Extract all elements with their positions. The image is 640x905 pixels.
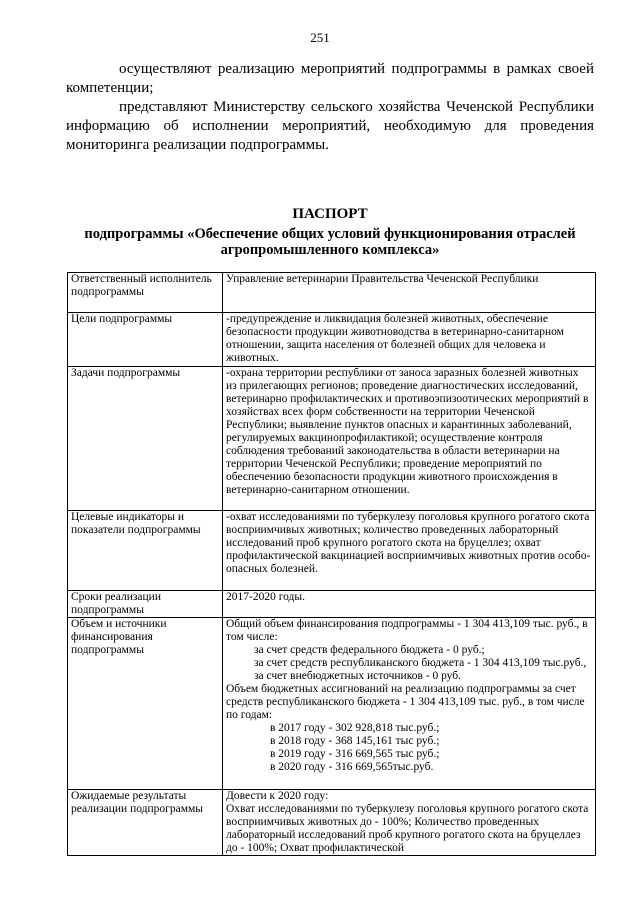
funding-year: в 2017 году - 302 928,818 тыс.руб.; bbox=[270, 722, 440, 734]
row-value: -предупреждение и ликвидация болезней животных, обеспечение безопасности продукции животноводства в ветеринарно-санитарном отношении, защита населения от болезней общих для человека и животных. bbox=[223, 313, 596, 367]
passport-table bbox=[67, 272, 596, 856]
document-subtitle: подпрограммы «Обеспечение общих условий функционирования отраслей агропромышленного комплекса» bbox=[84, 226, 576, 258]
intro-text bbox=[66, 60, 594, 155]
funding-year: в 2020 году - 316 669,565тыс.руб. bbox=[270, 761, 434, 773]
row-label: Цели подпрограммы bbox=[68, 313, 223, 367]
row-value: -охрана территории республики от заноса заразных болезней животных из прилегающих регионов; проведение диагностических исследований, ветеринарно профилактических и противоэпизоотических мероприятий в хозяйствах всех форм собственности на территории Чеченской Республики; выявление пунктов опасных и карантинных заболеваний, регулируемых вакцинопрофилактикой; осуществление контроля соблюдения требований законодательства в области ветеринарии на территории Чеченской Республики; проведение мероприятий по обеспечению безопасности продукции животного происхождения в ветеринарно-санитарном отношении. bbox=[223, 367, 596, 511]
row-value: -охват исследованиями по туберкулезу поголовья крупного рогатого скота восприимчивых животных; количество проведенных лабораторный исследований проб крупного рогатого скота на бруцеллез; охват профилактической вакцинацией восприимчивых животных против особо-опасных болезней. bbox=[223, 511, 596, 591]
table-row bbox=[68, 313, 596, 367]
row-label: Задачи подпрограммы bbox=[68, 367, 223, 511]
funding-budget: Объем бюджетных ассигнований на реализацию подпрограммы за счет средств республиканского бюджета - 1 304 413,109 тыс. руб., в том числе по годам: bbox=[226, 683, 585, 721]
table-row bbox=[68, 273, 596, 313]
row-value bbox=[223, 790, 596, 856]
row-label: Сроки реализации подпрограммы bbox=[68, 591, 223, 618]
table-row bbox=[68, 790, 596, 856]
table-row bbox=[68, 367, 596, 511]
funding-republican: за счет средств республиканского бюджета - 1 304 413,109 тыс.руб., bbox=[254, 657, 587, 669]
results-heading: Довести к 2020 году: bbox=[226, 790, 329, 802]
row-value: Управление ветеринарии Правительства Чеченской Республики bbox=[223, 273, 596, 313]
funding-year: в 2019 году - 316 669,565 тыс руб.; bbox=[270, 748, 440, 760]
funding-extra: за счет внебюджетных источников - 0 руб. bbox=[254, 670, 461, 682]
document-title: ПАСПОРТ bbox=[292, 206, 368, 222]
row-label: Ожидаемые результаты реализации подпрограммы bbox=[68, 790, 223, 856]
results-text: Охват исследованиями по туберкулезу поголовья крупного рогатого скота восприимчивых животных до - 100%; Количество проведенных лабораторный исследований проб крупного рогатого скота на бруцеллез до - 100%; Охват профилактической bbox=[226, 803, 589, 854]
row-value: 2017-2020 годы. bbox=[223, 591, 596, 618]
funding-federal: за счет средств федерального бюджета - 0 руб.; bbox=[254, 644, 485, 656]
row-value bbox=[223, 618, 596, 790]
page-number: 251 bbox=[310, 30, 330, 45]
funding-year: в 2018 году - 368 145,161 тыс руб.; bbox=[270, 735, 440, 747]
row-label: Объем и источники финансирования подпрограммы bbox=[68, 618, 223, 790]
row-label: Ответственный исполнитель подпрограммы bbox=[68, 273, 223, 313]
funding-total: Общий объем финансирования подпрограммы - 1 304 413,109 тыс. руб., в том числе: bbox=[226, 618, 588, 643]
table-row bbox=[68, 511, 596, 591]
intro-paragraph: осуществляют реализацию мероприятий подпрограммы в рамках своей компетенции; bbox=[66, 61, 594, 96]
intro-paragraph: представляют Министерству сельского хозяйства Чеченской Республики информацию об исполнении мероприятий, необходимую для проведения мониторинга реализации подпрограммы. bbox=[66, 99, 594, 153]
table-row bbox=[68, 591, 596, 618]
table-row bbox=[68, 618, 596, 790]
row-label: Целевые индикаторы и показатели подпрограммы bbox=[68, 511, 223, 591]
